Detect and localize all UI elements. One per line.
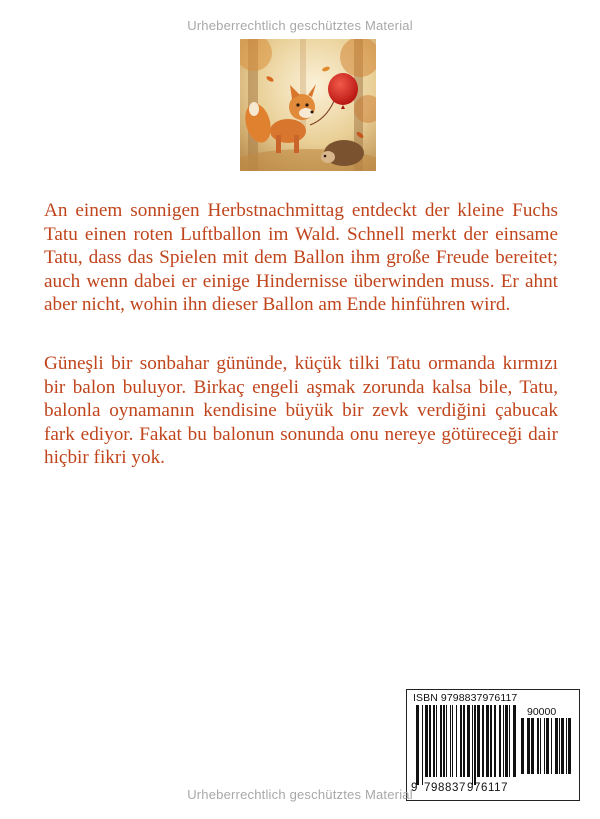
barcode-bar [452,705,453,777]
barcode-bar [482,705,484,777]
barcode-bar [499,705,501,777]
barcode-digits-right: 976117 [467,782,509,794]
barcode-bar [537,718,539,774]
barcode-bar [450,705,451,777]
price-code: 90000 [527,706,557,718]
barcode-bar [433,705,435,777]
barcode-bar [490,705,492,777]
barcode-bar [551,718,552,774]
barcode-bar [474,705,476,785]
barcode-bar [460,705,462,777]
barcode-bar [509,705,510,777]
barcode-bar [436,705,437,777]
barcode-bar [505,705,508,777]
fox-balloon-illustration [240,39,376,171]
barcode-bar [561,718,564,774]
copyright-watermark-top: Urheberrechtlich geschütztes Material [187,18,413,33]
barcode-bar [440,705,442,777]
barcode-bar [463,705,465,777]
barcode-bar [456,705,457,777]
copyright-watermark-bottom: Urheberrechtlich geschütztes Material [187,787,413,802]
barcode-bar [422,705,423,785]
barcode-digits-left: 798837 [424,782,466,794]
barcode-bar [494,705,496,777]
barcode-bar [521,718,524,774]
blurb-turkish: Güneşli bir sonbahar gününde, küçük tilki Tatu ormanda kırmızı bir balon buluyor. Birkaç engeli aşmak zorunda kalsa bile, Tatu, balonla oynamanın kendisine büyük bir zevk verdiğini çabucak fark ediyor. Fakat bu balonun sonunda onu nereye götüreceği dair hiçbir fikri yok. [44,353,558,468]
barcode-bar [477,705,480,777]
barcode-bar [513,705,516,777]
barcode-bar [443,705,445,777]
barcode-bar [472,705,473,785]
barcode-bar [425,705,428,777]
barcode-bar [486,705,489,777]
barcode-bar [546,718,549,774]
barcode-bar [467,705,470,777]
addon-barcode-bars [521,718,571,782]
barcode-bar [416,705,419,785]
barcode-bar [544,718,545,774]
barcode-bar [559,718,560,774]
barcode-bar [566,718,567,774]
barcode-bar [446,705,447,777]
barcode-bar [568,718,571,774]
illustration-art [240,39,376,171]
isbn-label: ISBN 9798837976117 [413,692,518,704]
barcode-bar [540,718,541,774]
blurb-german: An einem sonnigen Herbstnachmittag entdeckt der kleine Fuchs Tatu einen roten Luftballon im Wald. Schnell merkt der einsame Tatu, dass das Spielen mit dem Ballon ihm große Freude bereitet; auch wenn dabei er einige Hindernisse überwinden muss. Er ahnt aber nicht, wohin ihn dieser Ballon am Ende hinführen wird. [44,200,558,315]
barcode-bars [416,705,516,785]
barcode-bar [555,718,558,774]
barcode-digit-first: 9 [411,782,418,794]
barcode-bar [531,718,534,774]
barcode-bar [527,718,530,774]
barcode-bar [503,705,504,777]
barcode-bar [429,705,431,777]
isbn-barcode [406,689,580,801]
